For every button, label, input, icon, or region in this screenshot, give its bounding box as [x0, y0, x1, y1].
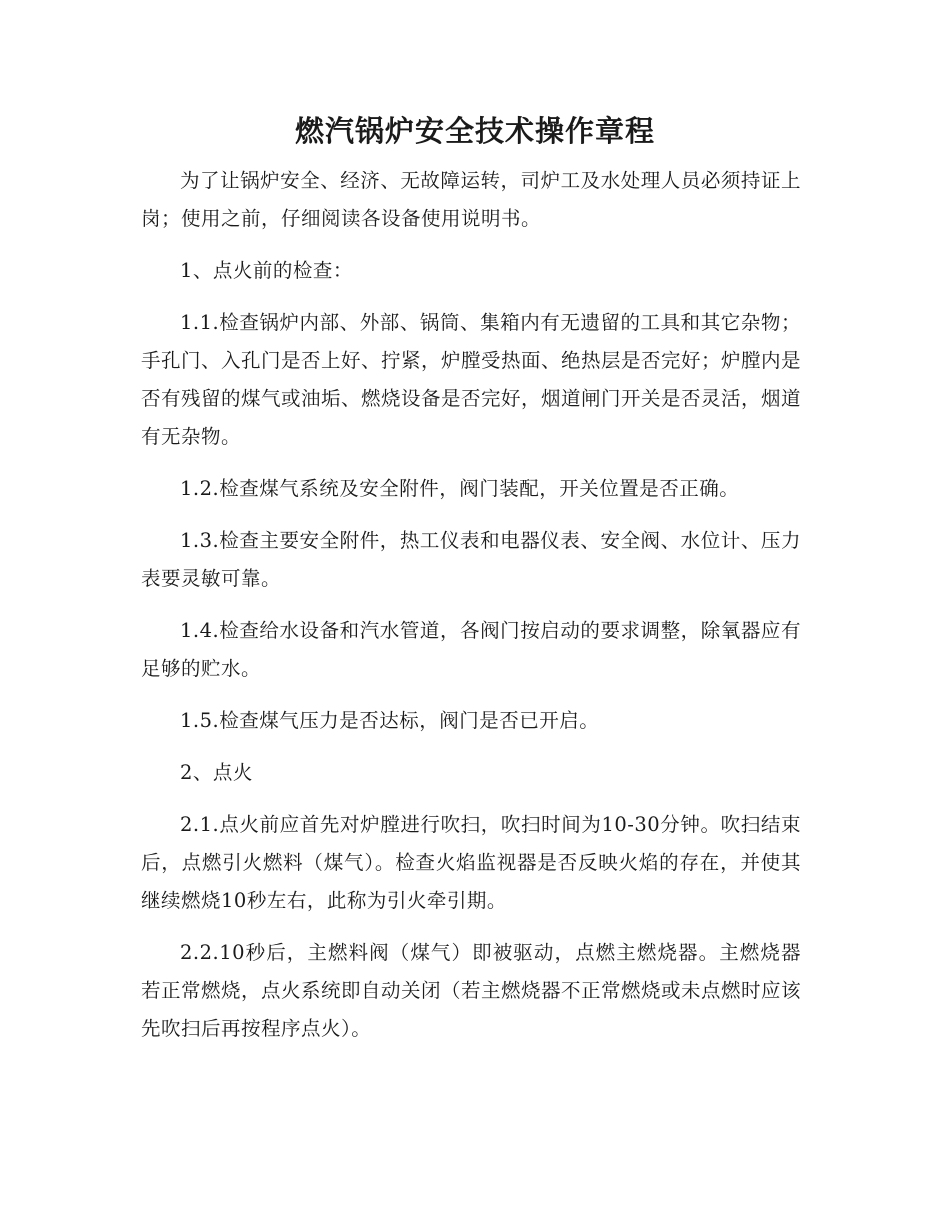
intro-paragraph: 为了让锅炉安全、经济、无故障运转，司炉工及水处理人员必须持证上岗；使用之前，仔细阅读各设备使用说明书。 — [141, 169, 801, 230]
paragraph-1-1: 1.1.检查锅炉内部、外部、锅筒、集箱内有无遗留的工具和其它杂物；手孔门、入孔门是否上好、拧紧，炉膛受热面、绝热层是否完好；炉膛内是否有残留的煤气或油垢、燃烧设备是否完好，烟道闸门开关是否灵活，烟道有无杂物。 — [141, 311, 802, 448]
paragraph-1-3: 1.3.检查主要安全附件，热工仪表和电器仪表、安全阀、水位计、压力表要灵敏可靠。 — [141, 529, 801, 590]
paragraph-1-2: 1.2.检查煤气系统及安全附件，阀门装配，开关位置是否正确。 — [180, 477, 740, 500]
section-heading-ignition: 2、点火 — [180, 761, 253, 784]
document-body — [141, 162, 801, 1062]
paragraph-1-5: 1.5.检查煤气压力是否达标，阀门是否已开启。 — [180, 709, 600, 732]
document-title: 燃汽锅炉安全技术操作章程 — [294, 114, 655, 148]
paragraph-2-1: 2.1.点火前应首先对炉膛进行吹扫，吹扫时间为10-30分钟。吹扫结束后，点燃引火燃料（煤气）。检查火焰监视器是否反映火焰的存在，并使其继续燃烧10秒左右，此称为引火牵引期。 — [141, 813, 801, 912]
section-heading-pre-ignition-check: 1、点火前的检查： — [180, 259, 353, 282]
paragraph-2-2: 2.2.10秒后，主燃料阀（煤气）即被驱动，点燃主燃烧器。主燃烧器若正常燃烧，点火系统即自动关闭（若主燃烧器不正常燃烧或未点燃时应该先吹扫后再按程序点火）。 — [141, 941, 802, 1040]
paragraph-1-4: 1.4.检查给水设备和汽水管道，各阀门按启动的要求调整，除氧器应有足够的贮水。 — [141, 619, 801, 680]
